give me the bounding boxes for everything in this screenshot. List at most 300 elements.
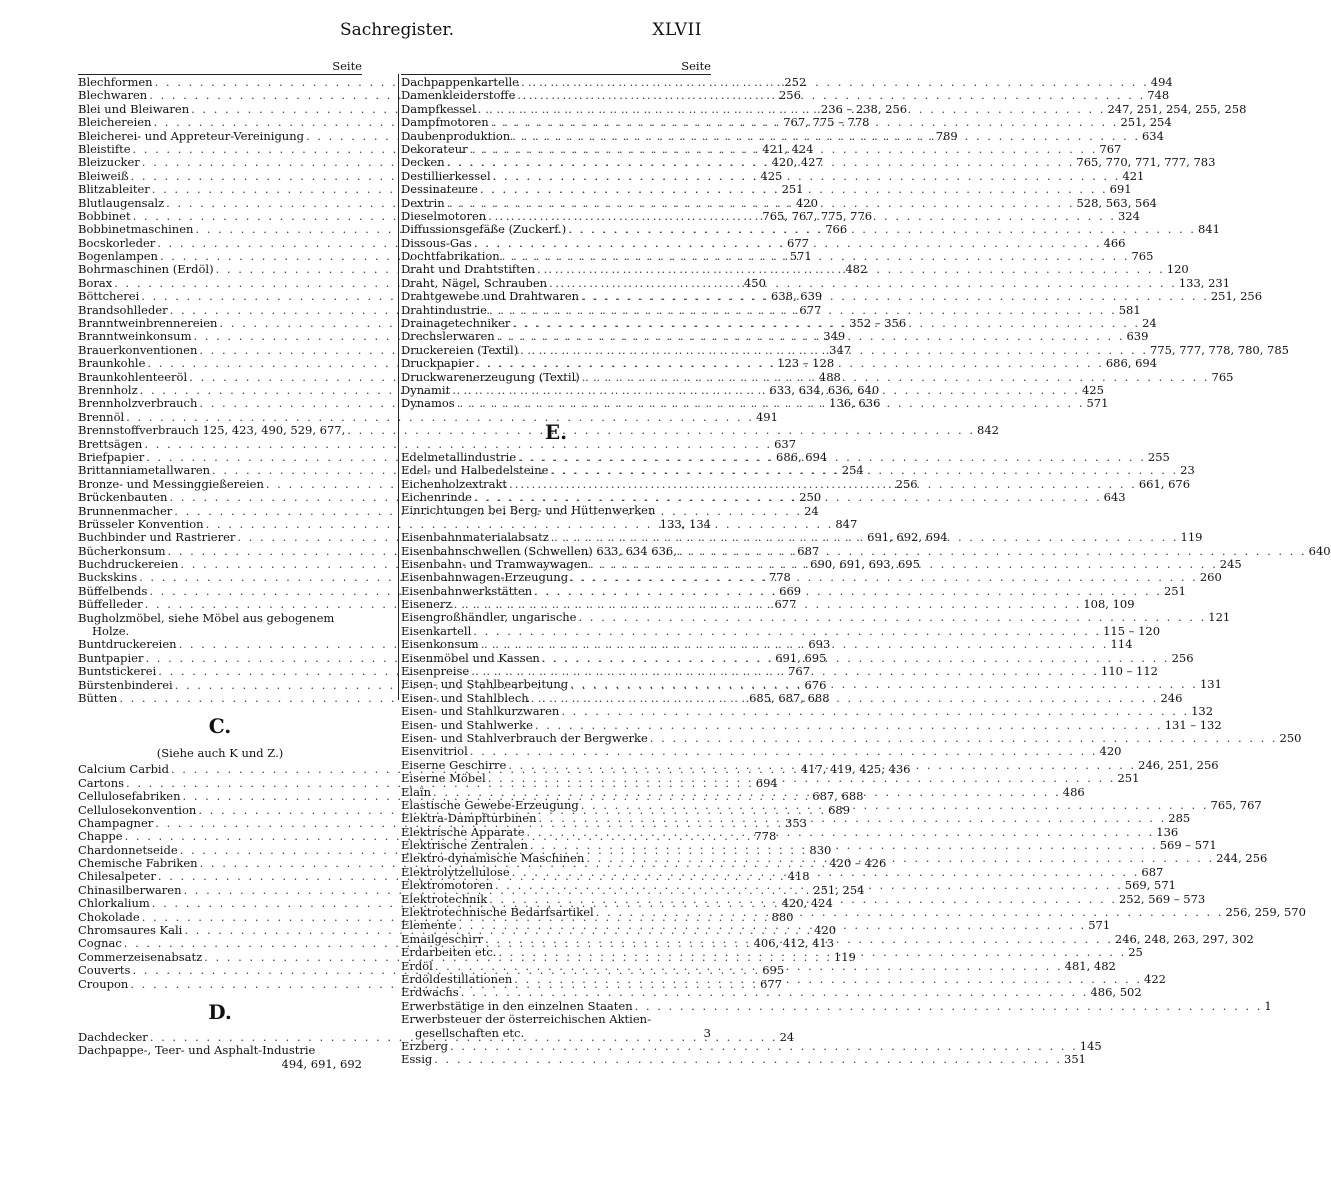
entry-text: Brettsägen — [78, 436, 143, 451]
dot-leader — [519, 76, 1151, 89]
entry-pages: 133, 134 — [659, 516, 711, 531]
entry-text: Buntpapier — [78, 650, 144, 665]
entry-pages: 136, 636 — [829, 396, 881, 411]
entry-text: Chokolade — [78, 909, 140, 924]
entry-text: Dynamit — [401, 382, 451, 397]
index-entry — [401, 610, 1231, 625]
dot-leader — [568, 678, 1200, 691]
entry-pages: 691, 695 — [775, 650, 827, 665]
entry-pages: 251 — [781, 182, 804, 197]
index-entry — [78, 436, 797, 451]
entry-pages: 450 — [743, 275, 766, 290]
dot-leader — [547, 277, 1179, 290]
entry-pages: 571 — [1086, 396, 1109, 411]
entry-text: Bugholzmöbel, siehe Möbel aus gebogenem — [78, 610, 335, 625]
entry-text: Erdwachs — [401, 985, 459, 1000]
dot-leader — [491, 170, 1123, 183]
dot-leader — [525, 826, 1157, 839]
entry-text: Essig — [401, 1052, 433, 1067]
entry-pages: 255 — [1147, 449, 1170, 464]
entry-text: Eisenerz — [401, 597, 452, 612]
entry-text: Eisen- und Stahlverbrauch der Bergwerke — [401, 730, 648, 745]
entry-pages: 765 — [1211, 369, 1234, 384]
entry-pages: 347 — [829, 342, 852, 357]
entry-pages: 643 — [1103, 489, 1126, 504]
entry-pages: 661, 676 — [1138, 476, 1191, 491]
entry-text: Bücherkonsum — [78, 543, 166, 558]
dot-leader — [648, 732, 1280, 745]
dot-leader — [431, 786, 1063, 799]
entry-pages: 640 — [1308, 543, 1331, 558]
entry-pages: 108, 109 — [1083, 597, 1135, 612]
entry-pages: 251, 254 — [813, 882, 865, 897]
entry-text: Erwerbstätige in den einzelnen Staaten — [401, 998, 633, 1013]
entry-text: Eisenpreise — [401, 664, 470, 679]
entry-text: Borax — [78, 275, 113, 290]
dot-leader — [486, 772, 1118, 785]
dot-leader — [445, 197, 1077, 210]
dot-leader — [677, 545, 1309, 558]
entry-text: Couverts — [78, 963, 131, 978]
entry-pages: 789 — [935, 128, 958, 143]
entry-text: Brandsohlleder — [78, 302, 168, 317]
entry-pages: 246, 248, 263, 297, 302 — [1114, 931, 1254, 946]
entry-text: Edel- und Halbedelsteine — [401, 463, 549, 478]
entry-text: Champagner — [78, 815, 154, 830]
entry-text: Cartons — [78, 775, 125, 790]
entry-pages: 251, 254 — [1120, 115, 1172, 130]
entry-pages: 677 — [787, 235, 809, 250]
entry-text: Eisenkartell — [401, 623, 472, 638]
entry-pages: 778 — [754, 829, 777, 844]
entry-pages: 352 – 356 — [849, 316, 907, 331]
entry-pages: 244, 256 — [1216, 851, 1268, 866]
page-title: Sachregister. — [340, 20, 455, 40]
dot-leader — [548, 464, 1180, 477]
entry-pages: 633, 634, 636, 640 — [769, 382, 880, 397]
entry-pages: 123 – 128 — [777, 356, 835, 371]
index-entry — [401, 998, 1272, 1013]
entry-pages: 767 — [1099, 141, 1122, 156]
entry-pages: 114 — [1110, 637, 1133, 652]
entry-text: Briefpapier — [78, 449, 145, 464]
entry-pages: 119 — [833, 949, 856, 964]
entry-text: Dissous-Gas — [401, 235, 472, 250]
entry-text: Croupon — [78, 976, 129, 991]
entry-pages: 119 — [1180, 530, 1203, 545]
dot-leader — [493, 879, 1125, 892]
dot-leader — [489, 116, 1121, 129]
entry-text: Bleizucker — [78, 155, 140, 170]
entry-pages: 581 — [1118, 302, 1141, 317]
dot-leader — [576, 611, 1208, 624]
dot-leader — [448, 1040, 1080, 1053]
entry-pages: 250 — [799, 490, 822, 505]
entry-text: Bleistifte — [78, 141, 131, 156]
entry-pages: 569, 571 — [1124, 878, 1176, 893]
entry-pages: 486 — [1062, 784, 1085, 799]
section-letter-e: E. — [544, 419, 568, 444]
entry-text: Eichenholzextrakt — [401, 476, 508, 491]
entry-pages: 136 — [1156, 824, 1179, 839]
dot-leader — [532, 585, 1164, 598]
entry-text: Dekorateur — [401, 141, 468, 156]
entry-continuation — [401, 518, 711, 531]
dot-leader — [594, 906, 1226, 919]
dot-leader — [516, 451, 1148, 464]
dot-leader — [496, 946, 1128, 959]
entry-text: Blechformen — [78, 75, 153, 89]
entry-text: Elektrotechnische Bedarfsartikel — [401, 905, 594, 920]
entry-text: Emailgeschirr — [401, 931, 484, 946]
dot-leader — [507, 478, 1139, 491]
entry-pages: 639 — [1126, 329, 1149, 344]
entry-pages: 767 — [788, 664, 811, 679]
entry-pages: 880 — [771, 909, 794, 924]
entry-pages: 252 — [784, 75, 807, 89]
entry-pages: 775, 777, 778, 780, 785 — [1149, 342, 1289, 357]
index-entry — [401, 744, 1122, 759]
entry-text: Chilesalpeter — [78, 869, 156, 884]
entry-text: Elektra-Dampfturbinen — [401, 811, 537, 826]
entry-text: Blutlaugensalz — [78, 195, 165, 210]
entry-text: Brauerkonventionen — [78, 342, 198, 357]
entry-pages: 686, 694 — [1105, 356, 1158, 371]
entry-text: Dochtfabrikation — [401, 249, 500, 264]
page-number: XLVII — [652, 20, 702, 40]
entry-text: Blitzableiter — [78, 182, 150, 197]
dot-leader — [506, 759, 1138, 772]
entry-text: Eisenbahnwagen-Erzeugung — [401, 570, 569, 585]
entry-text: Destillierkessel — [401, 168, 491, 183]
dot-leader — [566, 223, 1198, 236]
entry-pages: 246, 251, 256 — [1138, 757, 1219, 772]
entry-text: Branntweinbrennereien — [78, 316, 218, 331]
dot-leader — [540, 652, 1172, 665]
entry-text: Chardonnetseide — [78, 842, 178, 857]
entry-text: Dampfkessel — [401, 101, 476, 116]
entry-text: Erdarbeiten etc. — [401, 945, 497, 960]
entry-text: Bohrmaschinen (Erdöl) — [78, 262, 214, 277]
section-letter-d: D. — [208, 1000, 232, 1024]
entry-pages: 260 — [1199, 570, 1222, 585]
seite-label: Seite — [332, 59, 362, 73]
entry-pages: 571 — [789, 249, 812, 264]
entry-pages: 691 — [1109, 182, 1132, 197]
entry-text: Eiserne Geschirre — [401, 757, 507, 772]
entry-text: Chappe — [78, 829, 123, 844]
entry-text: Eisen- und Stahlkurzwaren — [401, 704, 560, 719]
entry-text: Edelmetallindustrie — [401, 449, 517, 464]
entry-pages: 251 — [1163, 583, 1186, 598]
entry-pages: 256 — [778, 88, 801, 103]
entry-text: Braunkohle — [78, 356, 146, 371]
entry-text: Eisenbahnmaterialabsatz — [401, 530, 549, 545]
dot-leader — [510, 866, 1142, 879]
entry-text: Eisen- und Stahlbearbeitung — [401, 677, 569, 692]
entry-pages: 693 — [808, 637, 831, 652]
dot-leader — [469, 665, 1101, 678]
entry-continuation — [78, 1058, 362, 1071]
entry-text: Buntdruckereien — [78, 637, 177, 652]
entry-text: Dampfmotoren — [401, 115, 489, 130]
entry-pages: 422 — [1144, 972, 1166, 986]
entry-text: Büffelbends — [78, 583, 148, 598]
entry-text: Drainagetechniker — [401, 316, 511, 331]
entry-text: Eisenkonsum — [401, 637, 479, 652]
index-entry — [401, 717, 1222, 732]
entry-pages: 133, 231 — [1178, 275, 1231, 290]
entry-text: Einrichtungen bei Berg- und Hüttenwerken — [401, 503, 656, 518]
entry-pages: 132 — [1191, 704, 1214, 719]
dot-leader — [515, 89, 1147, 102]
entry-text: Dachdecker — [78, 1030, 148, 1044]
entry-pages: 120 — [1166, 262, 1189, 277]
entry-pages: 121 — [1208, 610, 1231, 625]
entry-text: Dachpappenkartelle — [401, 75, 519, 89]
entry-text: Eisen- und Stahlblech — [401, 690, 529, 705]
entry-text: Elektrotechnik — [401, 891, 488, 906]
entry-text: Elektrolytzellulose — [401, 864, 510, 879]
entry-text: Elektro-dynamische Maschinen — [401, 851, 585, 866]
dot-leader — [537, 812, 1169, 825]
dot-leader — [433, 960, 1065, 973]
entry-pages: 569 – 571 — [1159, 838, 1217, 853]
dot-leader — [468, 745, 1100, 758]
entry-text: Elaïn — [401, 784, 432, 799]
entry-pages: 690, 691, 693, 695 — [810, 557, 920, 572]
entry-text: Dieselmotoren — [401, 208, 487, 223]
dot-leader — [483, 933, 1115, 946]
entry-pages: 748 — [1147, 88, 1170, 103]
entry-pages: 765 — [1131, 249, 1154, 264]
entry-pages: 420 — [795, 195, 818, 210]
entry-text: Chromsaures Kali — [78, 923, 183, 938]
entry-text: Calcium Carbid — [78, 762, 169, 777]
dot-leader — [500, 250, 1132, 263]
entry-text: Buchdruckereien — [78, 557, 179, 572]
entry-text: Daubenproduktion — [401, 128, 511, 143]
dot-leader — [445, 156, 1077, 169]
entry-text: Damenkleiderstoffe — [401, 88, 516, 103]
entry-pages: 421, 424 — [762, 141, 814, 156]
dot-leader — [450, 384, 1082, 397]
entry-text: Brennholz — [78, 382, 138, 397]
entry-text: Dextrin — [401, 195, 445, 210]
index-entry — [78, 423, 999, 438]
entry-pages: 353 — [785, 815, 807, 830]
entry-pages: 765, 767, 775, 776 — [762, 208, 873, 223]
section-letter-c: C. — [208, 714, 232, 739]
entry-pages: 466 — [1103, 235, 1126, 250]
entry-pages: 420 — [814, 923, 837, 938]
entry-pages: 115 – 120 — [1103, 623, 1161, 638]
entry-text: Bleicherei- und Appreteur-Vereinigung — [78, 128, 304, 143]
entry-pages: 145 — [1079, 1038, 1102, 1053]
dot-leader — [472, 237, 1104, 250]
entry-pages: 677 — [760, 976, 783, 991]
dot-leader — [535, 263, 1167, 276]
entry-text: Elektrische Zentralen — [401, 838, 528, 853]
dot-leader — [579, 290, 1211, 303]
entry-pages: 687, 688 — [812, 789, 864, 804]
entry-text: Buckskins — [78, 570, 138, 585]
entry-text: Erzberg — [401, 1038, 448, 1053]
dot-leader — [472, 491, 1104, 504]
dot-leader — [518, 344, 1150, 357]
entry-pages: 246 — [1160, 690, 1183, 705]
entry-text: Elemente — [401, 918, 457, 933]
entry-text: Brennstoffverbrauch 125, 423, 490, 529, 677, — [78, 423, 346, 438]
entry-text: Chemische Fabriken — [78, 856, 198, 871]
entry-pages: 481, 482 — [1064, 958, 1116, 973]
entry-pages: 676 — [804, 677, 827, 692]
entry-text: Drahtgewebe und Drahtwaren — [401, 289, 580, 304]
entry-pages: 695 — [762, 963, 785, 978]
entry-text: Druckpapier — [401, 356, 475, 371]
entry-pages: 494, 691, 692 — [281, 1056, 362, 1071]
entry-text: Brückenbauten — [78, 490, 168, 505]
entry-pages: 256, 259, 570 — [1225, 905, 1306, 920]
entry-text: Drechslerwaren — [401, 329, 495, 344]
dot-leader — [579, 799, 1211, 812]
entry-text: Erwerbsteuer der österreichischen Aktien- — [401, 1012, 651, 1027]
entry-pages: 528, 563, 564 — [1076, 195, 1157, 210]
entry-text: Eisen- und Stahlwerke — [401, 717, 533, 732]
entry-pages: 491 — [755, 409, 778, 424]
dot-leader — [559, 705, 1191, 718]
entry-text: Bocskorleder — [78, 235, 156, 250]
entry-pages: 251 — [1117, 771, 1140, 786]
dot-leader — [528, 839, 1160, 852]
entry-text: Erdöl — [401, 958, 433, 973]
dot-leader — [486, 210, 1118, 223]
seite-label: Seite — [681, 59, 711, 73]
entry-text: Elektrische Apparate — [401, 824, 525, 839]
entry-pages: 765, 767 — [1210, 797, 1262, 812]
entry-pages: 3 — [703, 1025, 711, 1040]
entry-pages: 571 — [1088, 918, 1111, 933]
entry-text: Eisenvitriol — [401, 744, 468, 759]
entry-pages: 486, 502 — [1090, 985, 1142, 1000]
entry-pages: 420, 424 — [781, 896, 833, 911]
entry-text: Draht und Drahtstiften — [401, 262, 535, 277]
entry-text: Cellulosekonvention — [78, 802, 197, 817]
entry-pages: 420 — [1099, 744, 1122, 759]
index-entry — [78, 409, 778, 424]
entry-pages: 677 — [774, 597, 797, 612]
entry-text: Brunnenmacher — [78, 503, 173, 518]
entry-text: Chinasilberwaren — [78, 882, 182, 897]
entry-text: Brennöl — [78, 409, 125, 424]
entry-text: Dessinateure — [401, 182, 478, 197]
entry-pages: 488 — [818, 369, 841, 384]
entry-text: Dynamos — [401, 396, 455, 411]
entry-text: Bogenlampen — [78, 249, 158, 264]
entry-pages: 24 — [1142, 316, 1157, 331]
dot-leader — [580, 371, 1212, 384]
entry-pages: 669 — [779, 583, 802, 598]
entry-pages: 425 — [1081, 382, 1104, 397]
entry-pages: 841 — [1197, 222, 1220, 237]
entry-pages: 767, 775 – 778 — [783, 115, 870, 130]
entry-pages: 245 — [1219, 556, 1242, 571]
dot-leader — [533, 719, 1165, 732]
entry-pages: 778 — [768, 570, 791, 585]
dot-leader — [455, 397, 1087, 410]
entry-continuation — [401, 1027, 711, 1040]
entry-text: Bürstenbinderei — [78, 677, 173, 692]
entry-text: Druckereien (Textil) — [401, 342, 519, 357]
entry-text: Bütten — [78, 690, 118, 705]
entry-text: Commerzeisenabsatz — [78, 949, 203, 964]
dot-leader — [584, 852, 1216, 865]
entry-pages: 256 — [1171, 650, 1194, 665]
entry-pages: 24 — [779, 1030, 795, 1044]
entry-pages: 689 — [828, 802, 851, 817]
entry-pages: 842 — [977, 423, 999, 438]
entry-text: Cellulosefabriken — [78, 789, 181, 804]
dot-leader — [452, 598, 1084, 611]
entry-pages: 637 — [774, 436, 797, 451]
entry-text: Böttcherei — [78, 289, 140, 304]
entry-text: Diffussionsgefäße (Zuckerf.) — [401, 222, 567, 237]
entry-text: Erdöldestillationen — [401, 972, 513, 986]
entry-text: Eiserne Möbel — [401, 771, 486, 786]
dot-leader — [588, 558, 1220, 571]
entry-pages: 691, 692, 694 — [867, 530, 948, 545]
entry-text: Buchbinder und Rastrierer — [78, 530, 236, 545]
dot-leader — [474, 357, 1106, 370]
entry-text: Brennholzverbrauch — [78, 396, 198, 411]
entry-pages: 677 — [799, 302, 822, 317]
entry-text: Büffelleder — [78, 597, 143, 612]
index-entry — [401, 704, 1214, 719]
entry-text: Eisenbahn- und Tramwaywagen — [401, 556, 588, 571]
entry-text: Eisenbahnschwellen (Schwellen) 633, 634 636, — [401, 543, 677, 558]
entry-pages: 425 — [760, 168, 783, 183]
entry-pages: 482 — [845, 262, 868, 277]
dot-leader — [487, 304, 1119, 317]
entry-text: Elektromotoren — [401, 878, 493, 893]
dot-leader — [510, 130, 1142, 143]
dot-leader — [456, 919, 1088, 932]
entry-pages: 766 — [825, 222, 848, 237]
entry-pages: 687 — [797, 543, 820, 558]
entry-text: Buntstickerei — [78, 664, 157, 679]
entry-text: Cognac — [78, 936, 122, 951]
entry-pages: 847 — [835, 516, 858, 531]
dot-leader — [495, 330, 1127, 343]
entry-text: Drahtindustrie — [401, 302, 487, 317]
entry-text: Braunkohlenteeröl — [78, 369, 188, 384]
entry-pages: 634 — [1141, 128, 1164, 143]
entry-text: Eisenbahnwerkstätten — [401, 583, 533, 598]
index-entry — [401, 1052, 1086, 1067]
entry-pages: 254 — [841, 463, 864, 478]
entry-pages: 250 — [1279, 730, 1302, 745]
entry-pages: 324 — [1117, 208, 1140, 223]
index-entry — [401, 623, 1161, 638]
dot-leader — [478, 183, 1110, 196]
entry-pages: 131 – 132 — [1164, 717, 1222, 732]
dot-leader — [459, 986, 1091, 999]
entry-pages: 247, 251, 254, 255, 258 — [1107, 101, 1247, 116]
index-entry — [401, 504, 711, 531]
entry-pages: 420, 427 — [771, 155, 823, 170]
dot-leader — [633, 1000, 1265, 1013]
index-entry — [401, 730, 1302, 745]
